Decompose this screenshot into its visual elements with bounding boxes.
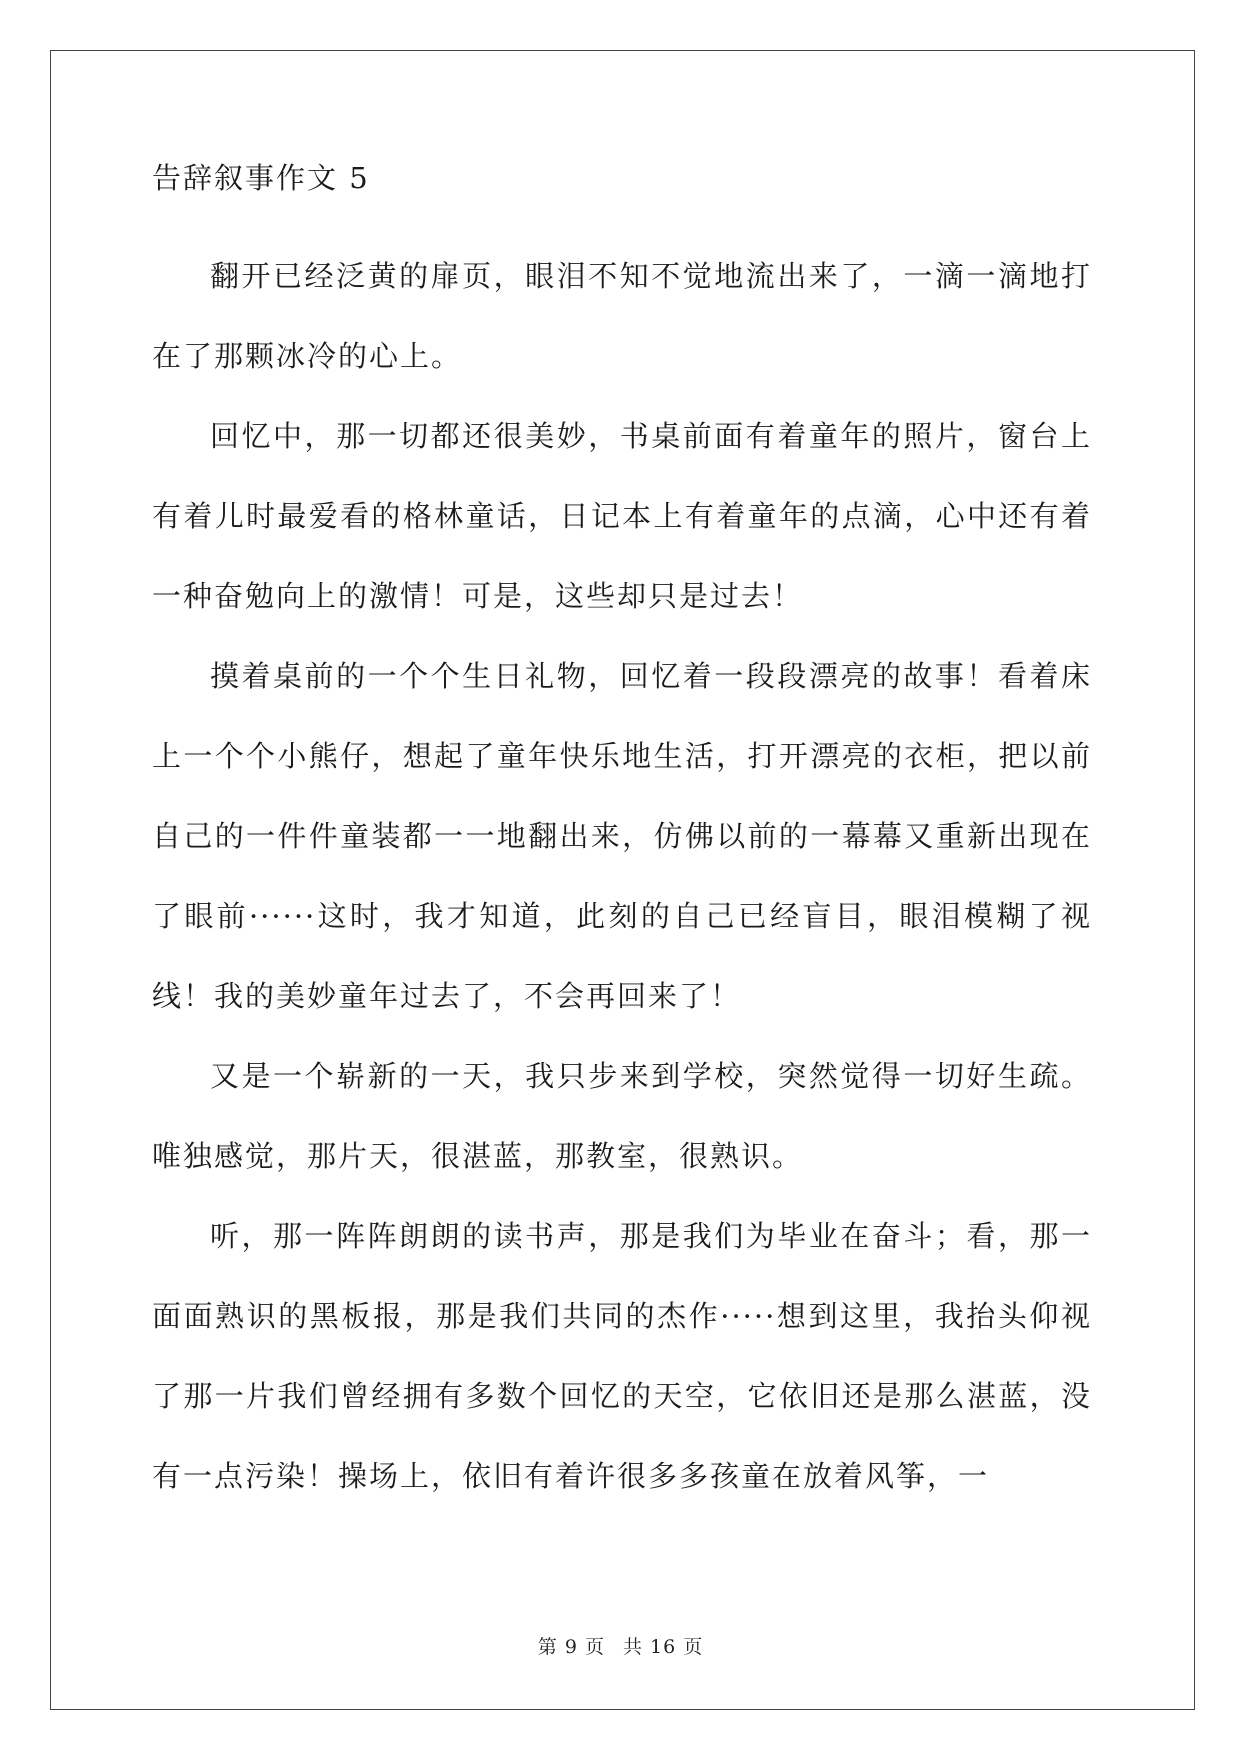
paragraph-3: 摸着桌前的一个个生日礼物，回忆着一段段漂亮的故事！看着床上一个个小熊仔，想起了童年快乐地生活，打开漂亮的衣柜，把以前自己的一件件童装都一一地翻出来，仿佛以前的一幕幕又重新出现在了眼前······这时，我才知道，此刻的自己已经盲目，眼泪模糊了视线！我的美妙童年过去了，不会再回来了！ — [152, 659, 1092, 1013]
paragraph-5: 听，那一阵阵朗朗的读书声，那是我们为毕业在奋斗；看，那一面面熟识的黑板报，那是我们共同的杰作·····想到这里，我抬头仰视了那一片我们曾经拥有多数个回忆的天空，它依旧还是那么湛蓝，没有一点污染！操场上，依旧有着许很多多孩童在放着风筝，一 — [152, 1219, 1092, 1493]
document-body — [152, 158, 1092, 1516]
paragraph-4: 又是一个崭新的一天，我只步来到学校，突然觉得一切好生疏。唯独感觉，那片天，很湛蓝，那教室，很熟识。 — [152, 1059, 1092, 1173]
paragraph-2: 回忆中，那一切都还很美妙，书桌前面有着童年的照片，窗台上有着儿时最爱看的格林童话，日记本上有着童年的点滴，心中还有着一种奋勉向上的激情！可是，这些却只是过去！ — [152, 419, 1092, 613]
page-footer — [0, 1632, 1241, 1659]
document-title: 告辞叙事作文 5 — [152, 161, 370, 195]
page-number: 第 9 页 — [537, 1636, 605, 1658]
page-total: 共 16 页 — [622, 1636, 704, 1658]
paragraph-1: 翻开已经泛黄的扉页，眼泪不知不觉地流出来了，一滴一滴地打在了那颗冰冷的心上。 — [152, 259, 1092, 373]
